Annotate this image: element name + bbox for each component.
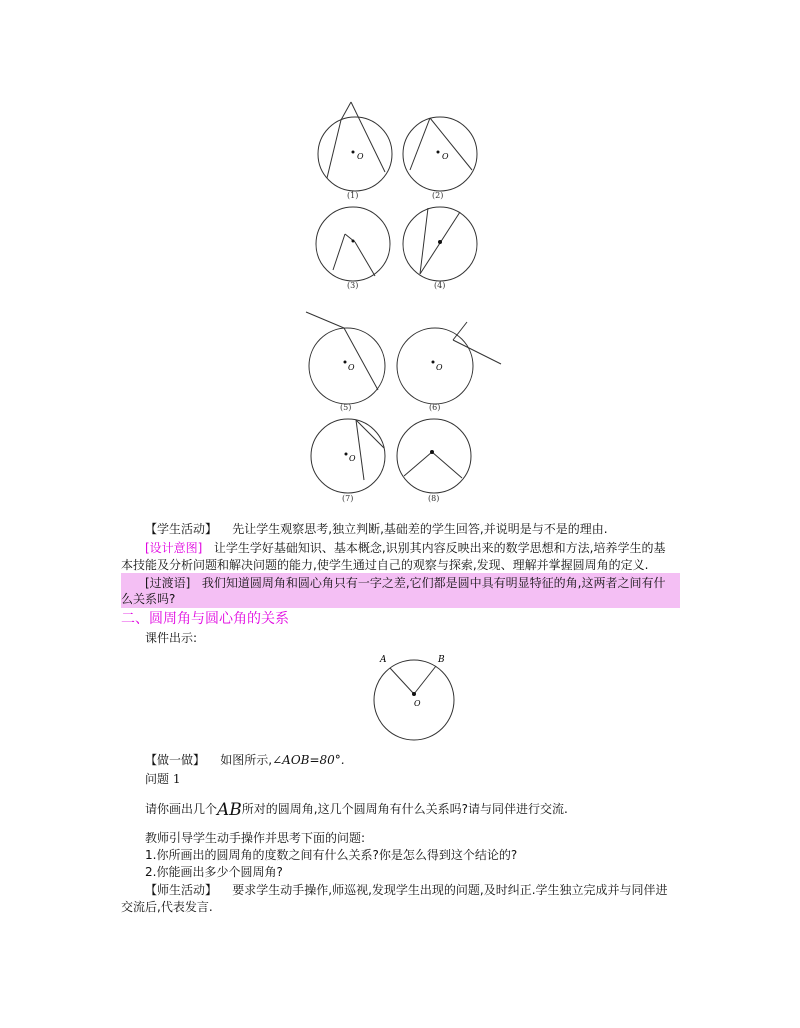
circle-figure-3: [315, 200, 395, 295]
transition-line1: [145, 575, 665, 591]
transition-line2: 么关系吗?: [121, 592, 176, 606]
figure-label: (2): [432, 191, 444, 200]
point-a-label: A: [380, 655, 387, 665]
try-it-math: ∠AOB=80°.: [272, 753, 345, 767]
circle-figure-5: [300, 310, 390, 415]
teacher-student-text-1: 要求学生动手操作,师巡视,发现学生出现的问题,及时纠正.学生独立完成并与同伴进: [232, 883, 668, 897]
center-label: O: [357, 152, 364, 161]
design-intent-tag: [设计意图]: [145, 541, 203, 555]
student-activity-text: 先让学生观察思考,独立判断,基础差的学生回答,并说明是与不是的理由.: [232, 522, 608, 536]
arc-label: AB: [217, 800, 242, 820]
circle-figure-8: [396, 412, 476, 507]
circle-figure-1: [315, 100, 395, 200]
try-it-text: 如图所示,: [220, 753, 273, 767]
question-text-after: 所对的圆周角,这几个圆周角有什么关系吗?请与同伴进行交流.: [241, 802, 568, 816]
student-activity-paragraph: [145, 521, 608, 537]
teacher-student-tag: 【师生活动】: [145, 883, 218, 897]
design-intent-line1: [145, 540, 665, 556]
student-activity-tag: 【学生活动】: [145, 522, 218, 536]
center-label: O: [442, 152, 449, 161]
figure-label: (6): [429, 403, 441, 412]
design-intent-line2: 本技能及分析问题和解决问题的能力,使学生通过自己的观察与探索,发现、理解并掌握圆周角的定义.: [121, 558, 649, 572]
try-it-tag: 【做一做】: [145, 753, 206, 767]
circle-figure-4: [400, 200, 480, 295]
teacher-student-line1: [145, 882, 668, 898]
question-item-2: 2.你能画出多少个圆周角?: [145, 865, 283, 879]
try-it-paragraph: [145, 752, 345, 768]
section-heading: 二、圆周角与圆心角的关系: [121, 611, 289, 627]
point-b-label: B: [438, 655, 445, 665]
figure-label: (4): [434, 281, 446, 290]
center-label: O: [348, 363, 355, 372]
point-o-label: O: [414, 699, 421, 708]
figure-label: (8): [428, 494, 440, 503]
center-label: O: [349, 454, 356, 463]
question-item-1: 1.你所画出的圆周角的度数之间有什么关系?你是怎么得到这个结论的?: [145, 848, 518, 862]
transition-tag: [过渡语]: [145, 576, 191, 590]
design-intent-text-1: 让学生学好基础知识、基本概念,识别其内容反映出来的数学思想和方法,培养学生的基: [213, 541, 666, 555]
figure-label: (3): [347, 281, 359, 290]
circle-figure-2: [400, 100, 480, 200]
transition-text-1: 我们知道圆周角和圆心角只有一字之差,它们都是圆中具有明显特征的角,这两者之间有什: [201, 576, 666, 590]
question-paragraph: [145, 800, 568, 820]
circle-figure-6: [395, 318, 505, 415]
teacher-guide-text: 教师引导学生动手操作并思考下面的问题:: [145, 831, 366, 845]
courseware-text: 课件出示:: [145, 631, 198, 645]
figure-label: (5): [340, 403, 352, 412]
teacher-student-line2: 交流后,代表发言.: [121, 900, 213, 914]
question-label: 问题 1: [145, 772, 181, 786]
angle-aob-figure: [368, 652, 458, 744]
figure-label: (7): [342, 494, 354, 503]
figure-label: (1): [347, 191, 359, 200]
question-text-before: 请你画出几个: [145, 802, 218, 816]
center-label: O: [436, 363, 443, 372]
circle-figure-7: [308, 412, 388, 507]
